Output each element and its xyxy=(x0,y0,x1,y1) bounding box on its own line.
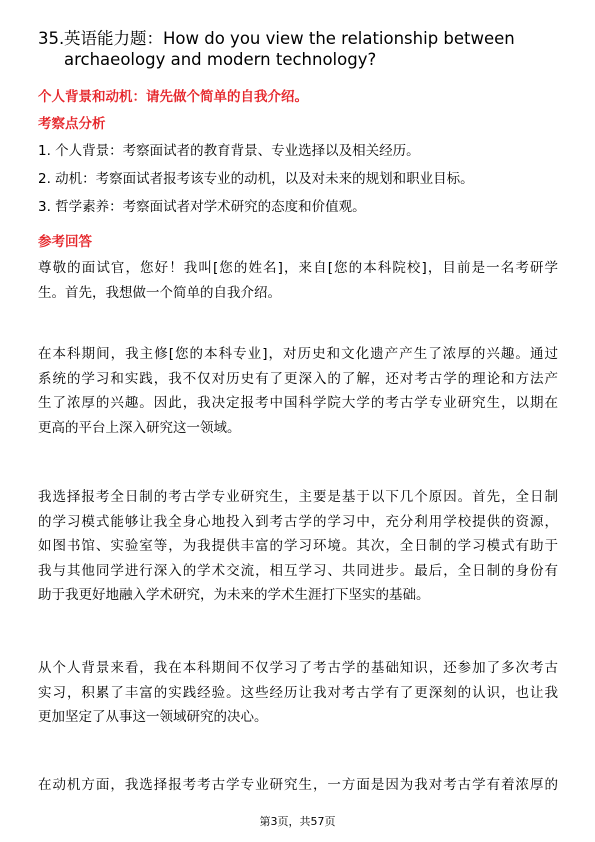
question-line-2: archaeology and modern technology? xyxy=(64,50,377,69)
paragraph-line: 我与其他同学进行深入的学术交流，相互学习、共同进步。最后，全日制的身份有 xyxy=(38,562,558,579)
intro-heading: 个人背景和动机：请先做个简单的自我介绍。 xyxy=(38,89,308,105)
analysis-heading: 考察点分析 xyxy=(38,116,106,132)
question-line-1: 英语能力题：How do you view the relationship between xyxy=(64,29,515,48)
analysis-point-3: 3. 哲学素养：考察面试者对学术研究的态度和价值观。 xyxy=(38,199,366,215)
answer-paragraph-4 xyxy=(38,656,558,730)
paragraph-line: 生了浓厚的兴趣。因此，我决定报考中国科学院大学的考古学专业研究生，以期在 xyxy=(38,395,558,411)
paragraph-line: 的学习模式能够让我全身心地投入到考古学的学习中，充分利用学校提供的资源， xyxy=(38,513,558,530)
analysis-point-2: 2. 动机：考察面试者报考该专业的动机，以及对未来的规划和职业目标。 xyxy=(38,171,474,187)
answer-paragraph-5 xyxy=(38,773,558,798)
paragraph-line: 助于我更好地融入学术研究，为未来的学术生涯打下坚实的基础。 xyxy=(38,587,430,603)
paragraph-line: 从个人背景来看，我在本科期间不仅学习了考古学的基础知识，还参加了多次考古 xyxy=(38,660,558,676)
answer-paragraph-3 xyxy=(38,485,558,608)
answer-paragraph-2 xyxy=(38,342,558,440)
paragraph-line: 系统的学习和实践，我不仅对历史有了更深入的了解，还对考古学的理论和方法产 xyxy=(38,370,558,387)
page-footer: 第3页，共57页 xyxy=(259,815,336,828)
answer-paragraph-1 xyxy=(38,256,558,305)
paragraph-line: 在本科期间，我主修[您的本科专业]，对历史和文化遗产产生了浓厚的兴趣。通过 xyxy=(38,346,558,362)
paragraph-line: 生。首先，我想做一个简单的自我介绍。 xyxy=(38,284,281,301)
paragraph-line: 实习，积累了丰富的实践经验。这些经历让我对考古学有了更深刻的认识，也让我 xyxy=(38,684,558,701)
paragraph-line: 如图书馆、实验室等，为我提供丰富的学习环境。其次，全日制的学习模式有助于 xyxy=(38,538,558,554)
paragraph-line: 在动机方面，我选择报考考古学专业研究生，一方面是因为我对考古学有着浓厚的 xyxy=(38,777,558,793)
question-title xyxy=(38,28,578,70)
answer-heading: 参考回答 xyxy=(38,234,92,250)
paragraph-line: 尊敬的面试官，您好！我叫[您的姓名]，来自[您的本科院校]，目前是一名考研学 xyxy=(38,260,558,276)
paragraph-line: 更高的平台上深入研究这一领域。 xyxy=(38,419,241,436)
question-number: 35. xyxy=(38,29,65,48)
paragraph-line: 更加坚定了从事这一领域研究的决心。 xyxy=(38,709,268,725)
paragraph-line: 我选择报考全日制的考古学专业研究生，主要是基于以下几个原因。首先，全日制 xyxy=(38,489,558,505)
analysis-point-1: 1. 个人背景：考察面试者的教育背景、专业选择以及相关经历。 xyxy=(38,143,420,159)
